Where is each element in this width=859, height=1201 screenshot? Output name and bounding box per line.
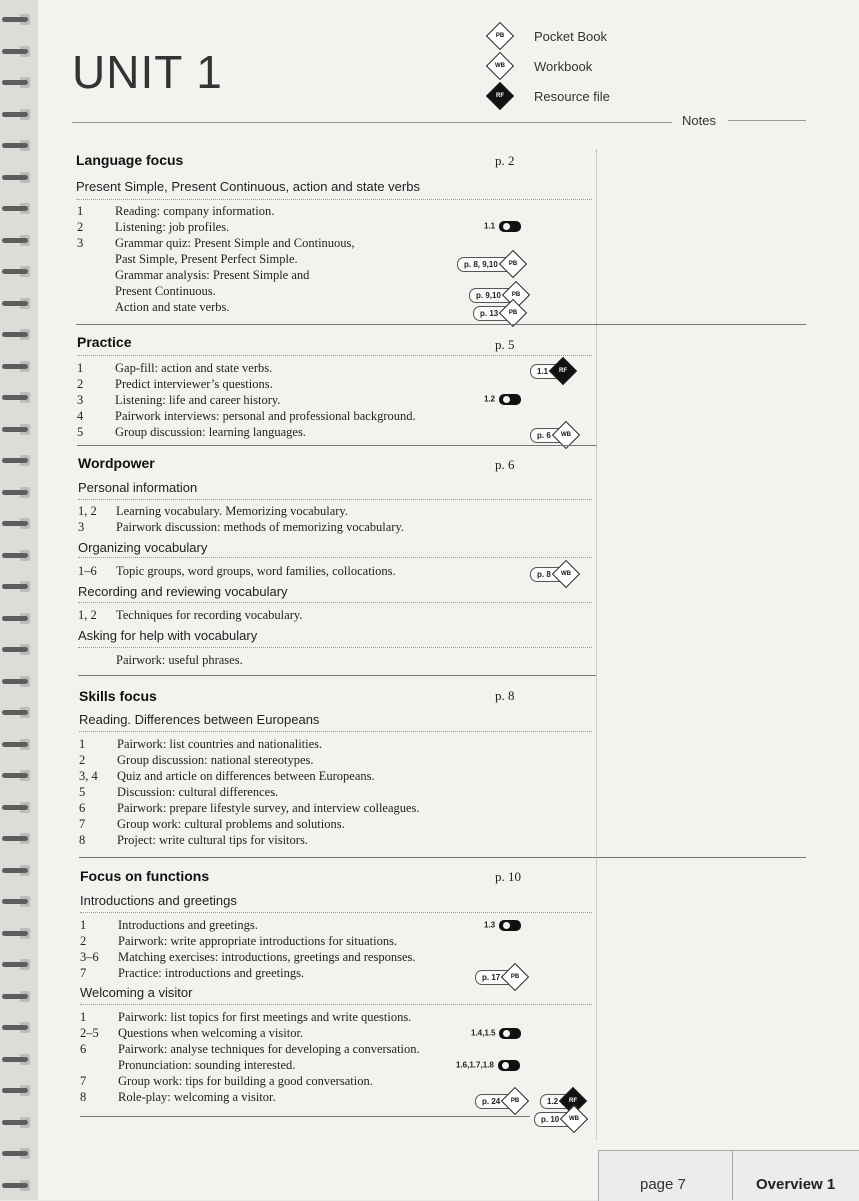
cd-icon	[499, 221, 521, 232]
workbook-icon: WB	[552, 421, 580, 449]
section-subtitle: Recording and reviewing vocabulary	[78, 584, 288, 599]
dotted-rule	[79, 731, 592, 732]
binding-ring	[2, 739, 28, 750]
pocket-book-ref: p. 9,10 PB	[469, 285, 526, 305]
section-page-ref: p. 10	[495, 869, 521, 884]
binding-ring	[2, 455, 28, 466]
section-subtitle: Introductions and greetings	[80, 893, 237, 908]
binding-ring	[2, 77, 28, 88]
dotted-rule	[78, 602, 592, 603]
workbook-ref: p. 6 WB	[530, 425, 576, 445]
cd-icon	[498, 1060, 520, 1071]
binding-ring	[2, 802, 28, 813]
header-rule	[72, 122, 672, 123]
unit-title: UNIT 1	[72, 46, 223, 98]
binding-ring	[2, 392, 28, 403]
audio-ref: 1.6,1.7,1.8	[456, 1060, 520, 1071]
binding-ring	[2, 203, 28, 214]
legend-label: Workbook	[534, 59, 593, 74]
binding-ring	[2, 1148, 28, 1159]
resource-file-icon: RF	[559, 1087, 587, 1115]
cd-icon	[499, 920, 521, 931]
audio-ref: 1.1	[484, 221, 521, 232]
cd-icon	[499, 394, 521, 405]
binding-ring	[2, 172, 28, 183]
dotted-rule	[80, 1004, 592, 1005]
section-subtitle: Reading. Differences between Europeans	[79, 712, 320, 727]
resource-file-icon: RF	[486, 82, 514, 110]
section-subtitle: Present Simple, Present Continuous, action and state verbs	[76, 179, 420, 194]
section-title-practice: Practice	[77, 334, 132, 350]
workbook-ref: p. 10 WB	[534, 1109, 584, 1129]
audio-ref: 1.3	[484, 920, 521, 931]
section-subtitle: Asking for help with vocabulary	[78, 628, 258, 643]
audio-ref: 1.2	[484, 394, 521, 405]
binding-ring	[2, 361, 28, 372]
section-title-focus-on-functions: Focus on functions	[80, 868, 210, 884]
section-rule	[76, 324, 806, 325]
pocket-book-icon: PB	[499, 250, 527, 278]
footer-separator	[732, 1150, 733, 1200]
dotted-rule	[80, 912, 592, 913]
resource-file-icon: RF	[549, 357, 577, 385]
pocket-book-icon: PB	[502, 281, 530, 309]
section-subtitle: Personal information	[78, 480, 198, 495]
section-title-wordpower: Wordpower	[78, 455, 155, 471]
binding-ring	[2, 424, 28, 435]
section-subtitle: Organizing vocabulary	[78, 540, 208, 555]
binding-ring	[2, 865, 28, 876]
section-page-ref: p. 5	[495, 337, 515, 352]
notes-heading: Notes	[682, 113, 716, 128]
binding-ring	[2, 928, 28, 939]
pocket-book-ref: p. 17 PB	[475, 967, 525, 987]
cd-icon	[499, 1028, 521, 1039]
binding-ring	[2, 581, 28, 592]
binding-ring	[2, 329, 28, 340]
section-subtitle: Welcoming a visitor	[80, 985, 193, 1000]
section-page-ref: p. 2	[495, 153, 515, 168]
dotted-rule	[78, 499, 592, 500]
resource-file-ref: 1.1 RF	[530, 361, 573, 381]
pocket-book-icon: PB	[501, 963, 529, 991]
section-title-language-focus: Language focus	[76, 152, 184, 168]
notes-rule	[728, 120, 806, 121]
footer-section-label: Overview 1	[756, 1176, 836, 1193]
pocket-book-icon: PB	[486, 22, 514, 50]
section-rule	[79, 857, 806, 858]
binding-ring	[2, 140, 28, 151]
workbook-ref: p. 8 WB	[530, 564, 576, 584]
binding-ring	[2, 1085, 28, 1096]
dotted-rule	[78, 557, 592, 558]
binding-ring	[2, 833, 28, 844]
section-page-ref: p. 8	[495, 688, 515, 703]
legend-label: Resource file	[534, 89, 610, 104]
workbook-icon: WB	[552, 560, 580, 588]
binding-ring	[2, 298, 28, 309]
binding-ring	[2, 235, 28, 246]
binding-ring	[2, 14, 28, 25]
binding-ring	[2, 959, 28, 970]
binding-ring	[2, 896, 28, 907]
section-page-ref: p. 6	[495, 457, 515, 472]
legend-label: Pocket Book	[534, 29, 607, 44]
binding-ring	[2, 1054, 28, 1065]
workbook-icon: WB	[486, 52, 514, 80]
binding-ring	[2, 1180, 28, 1191]
binding-ring	[2, 487, 28, 498]
page-number: page 7	[640, 1176, 686, 1193]
pocket-book-ref: p. 13 PB	[473, 303, 523, 323]
dotted-rule	[76, 199, 592, 200]
binding-ring	[2, 46, 28, 57]
audio-ref: 1.4,1.5	[471, 1028, 521, 1039]
binding-ring	[2, 613, 28, 624]
pocket-book-ref: p. 8, 9,10 PB	[457, 254, 523, 274]
binding-ring	[2, 644, 28, 655]
binding-ring	[2, 1022, 28, 1033]
section-rule	[80, 1116, 530, 1117]
binding-ring	[2, 266, 28, 277]
dotted-rule	[77, 355, 592, 356]
section-rule	[77, 445, 597, 446]
binding-ring	[2, 1117, 28, 1128]
binding-ring	[2, 676, 28, 687]
binding-ring	[2, 518, 28, 529]
binding-ring	[2, 707, 28, 718]
spiral-binding	[0, 0, 38, 1200]
pocket-book-icon: PB	[499, 299, 527, 327]
binding-ring	[2, 550, 28, 561]
resource-file-ref: 1.2 RF	[540, 1091, 583, 1111]
section-title-skills-focus: Skills focus	[79, 688, 157, 704]
pocket-book-ref: p. 24 PB	[475, 1091, 525, 1111]
workbook-icon: WB	[560, 1105, 588, 1133]
pocket-book-icon: PB	[501, 1087, 529, 1115]
section-rule	[78, 675, 596, 676]
dotted-rule	[78, 647, 592, 648]
binding-ring	[2, 109, 28, 120]
binding-ring	[2, 770, 28, 781]
binding-ring	[2, 991, 28, 1002]
notes-column-divider	[596, 150, 597, 1140]
